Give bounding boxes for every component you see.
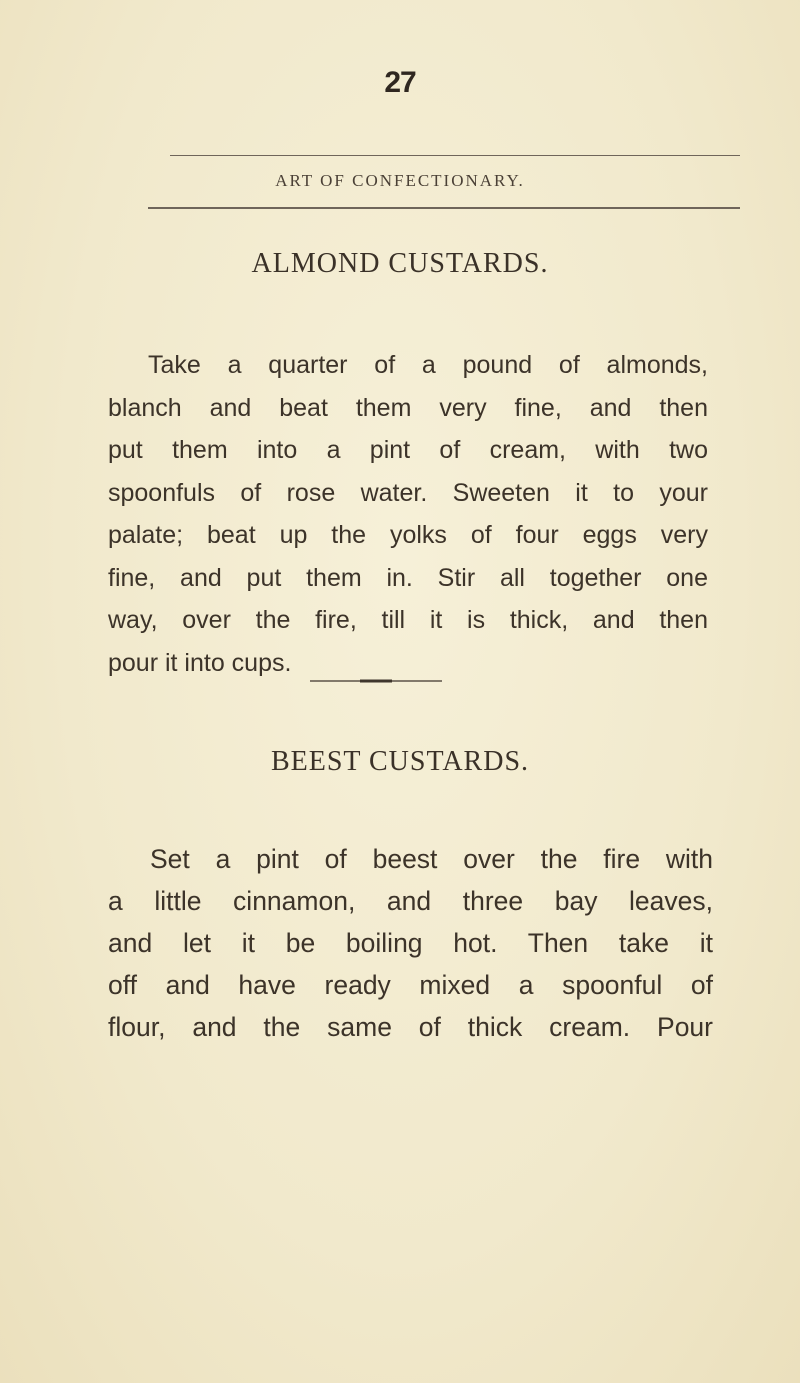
section-divider	[310, 679, 442, 683]
text-line: flour, and the same of thick cream. Pour	[108, 1012, 713, 1042]
text-line: put them into a pint of cream, with two	[108, 436, 708, 464]
text-line: blanch and beat them very fine, and then	[108, 393, 708, 422]
section-heading-almond-custards: ALMOND CUSTARDS.	[251, 248, 549, 279]
header-rule-top	[170, 155, 740, 156]
section-body-beest-custards	[108, 838, 713, 1048]
text-line: palate; beat up the yolks of four eggs very	[108, 521, 708, 549]
text-line: off and have ready mixed a spoonful of	[108, 970, 713, 1000]
page-number: 27	[384, 66, 416, 99]
header-rule-bottom	[148, 207, 740, 209]
text-line: a little cinnamon, and three bay leaves,	[108, 886, 713, 916]
text-line: and let it be boiling hot. Then take it	[108, 928, 713, 958]
text-line: pour it into cups.	[108, 648, 292, 677]
text-line: Set a pint of beest over the fire with	[150, 844, 713, 874]
text-line: Take a quarter of a pound of almonds,	[148, 351, 708, 379]
section-body-almond-custards	[108, 344, 708, 684]
text-line: way, over the fire, till it is thick, and then	[108, 606, 708, 634]
text-line: fine, and put them in. Stir all together one	[108, 563, 708, 592]
running-head: ART OF CONFECTIONARY.	[275, 171, 525, 190]
text-line: spoonfuls of rose water. Sweeten it to your	[108, 478, 708, 507]
section-heading-beest-custards: BEEST CUSTARDS.	[270, 746, 530, 777]
